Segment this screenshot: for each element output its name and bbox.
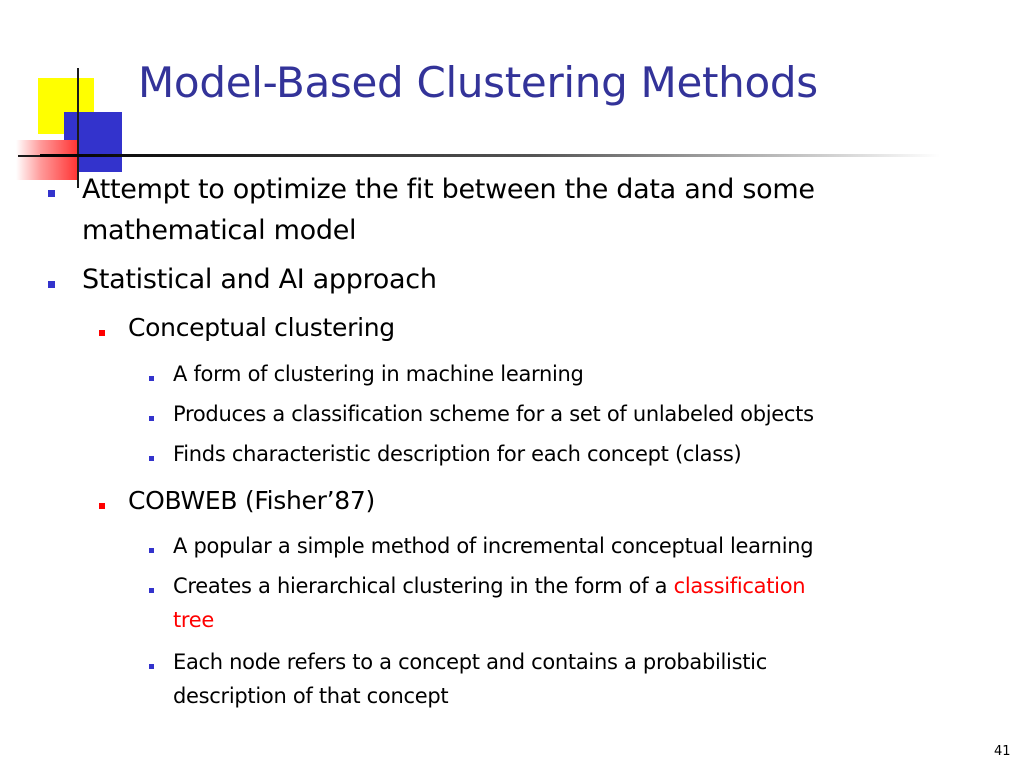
- square-bullet-icon: [99, 503, 105, 509]
- bullet-text: Finds characteristic description for each concept (class): [173, 442, 742, 466]
- bullet-text: mathematical model: [82, 215, 357, 246]
- square-bullet-icon: [99, 330, 105, 336]
- title-underline-rule: [40, 154, 940, 157]
- square-bullet-icon: [48, 190, 55, 197]
- square-bullet-icon: [149, 416, 154, 421]
- bullet-text: A form of clustering in machine learning: [173, 362, 584, 386]
- highlighted-term: tree: [173, 608, 215, 632]
- square-bullet-icon: [149, 548, 154, 553]
- highlighted-term: classification: [673, 574, 806, 598]
- bullet-text: description of that concept: [173, 684, 449, 708]
- bullet-text-line-1: [173, 569, 805, 603]
- logo-red-square: [16, 140, 78, 180]
- logo-vertical-line: [77, 68, 79, 188]
- square-bullet-icon: [149, 456, 154, 461]
- bullet-text: A popular a simple method of incremental conceptual learning: [173, 534, 814, 558]
- page-number: 41: [994, 744, 1011, 759]
- bullet-text: Produces a classification scheme for a set of unlabeled objects: [173, 402, 814, 426]
- square-bullet-icon: [149, 588, 154, 593]
- square-bullet-icon: [48, 281, 55, 288]
- bullet-text: Conceptual clustering: [128, 313, 395, 342]
- bullet-text: COBWEB (Fisher’87): [128, 486, 375, 515]
- bullet-text: Each node refers to a concept and contains a probabilistic: [173, 650, 767, 674]
- square-bullet-icon: [149, 376, 154, 381]
- square-bullet-icon: [149, 664, 154, 669]
- slide-title: Model-Based Clustering Methods: [138, 58, 818, 107]
- bullet-text: Attempt to optimize the fit between the data and some: [82, 174, 815, 205]
- bullet-text: Statistical and AI approach: [82, 264, 437, 295]
- bullet-text-prefix: Creates a hierarchical clustering in the form of a: [173, 574, 674, 598]
